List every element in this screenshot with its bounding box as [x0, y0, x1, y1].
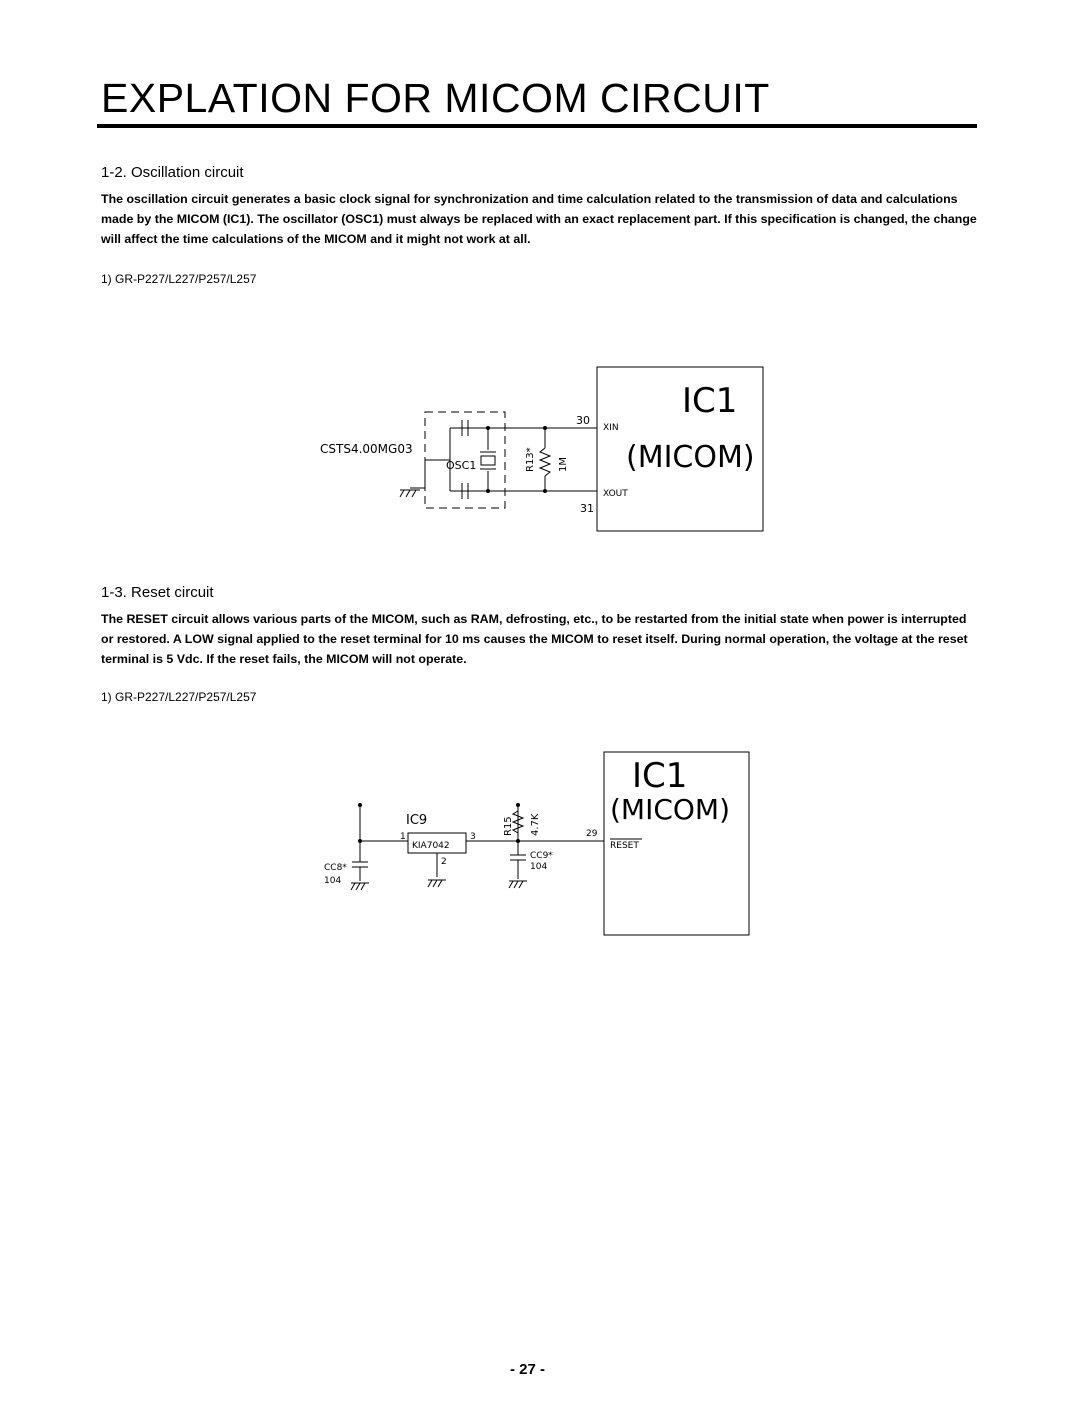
resistor-ref-label: R15 — [503, 816, 514, 836]
ic1-ref-label: IC1 — [682, 381, 738, 421]
resistor-value-label: 4.7K — [530, 813, 541, 836]
page-number: - 27 - — [510, 1361, 546, 1378]
oscillator-part-label: CSTS4.00MG03 — [320, 442, 413, 456]
reset-heading: 1-3. Reset circuit — [101, 584, 214, 601]
cap-cc8-ref-label: CC8* — [324, 863, 347, 873]
reset-model-label: 1) GR-P227/L227/P257/L257 — [101, 690, 257, 704]
oscillation-model-label: 1) GR-P227/L227/P257/L257 — [101, 272, 257, 286]
cap-cc9-value-label: 104 — [530, 862, 548, 872]
ic9-part-label: KIA7042 — [412, 841, 450, 851]
pin-reset-number: 29 — [586, 829, 598, 839]
resistor-r13 — [540, 448, 550, 476]
pin-xout-label: XOUT — [603, 489, 628, 499]
ic9-ref-label: IC9 — [406, 813, 428, 828]
ic9-pin1-label: 1 — [400, 832, 406, 842]
oscillation-heading: 1-2. Oscillation circuit — [101, 164, 244, 181]
pin-xin-number: 30 — [576, 414, 590, 427]
ic1-ref-label: IC1 — [632, 756, 688, 796]
oscillation-description: The oscillation circuit generates a basic clock signal for synchronization and time calculation related to the transmission of data and calculations made by the MICOM (IC1). The oscillator (OSC1) must always be replaced with an exact replacement part. If this specification is changed, the change will affect the time calculations of the MICOM and it might not work at all. — [101, 192, 977, 246]
page-title: EXPLATION FOR MICOM CIRCUIT — [101, 75, 770, 121]
resistor-value-label: 1M — [558, 457, 569, 472]
resistor-ref-label: R13* — [525, 447, 536, 472]
reset-schematic — [320, 745, 760, 945]
pin-xout-number: 31 — [580, 502, 594, 515]
cap-cc8-value-label: 104 — [324, 876, 342, 886]
ic9-pin3-label: 3 — [470, 832, 476, 842]
oscillation-schematic — [300, 360, 780, 540]
reset-description: The RESET circuit allows various parts of the MICOM, such as RAM, defrosting, etc., to be restarted from the initial state when power is interrupted or restored. A LOW signal applied to the reset terminal for 10 ms causes the MICOM to reset itself. During normal operation, the voltage at the reset terminal is 5 Vdc. If the reset fails, the MICOM will not operate. — [101, 612, 968, 666]
oscillator-ref-label: OSC1 — [446, 459, 477, 472]
pin-reset-label: RESET — [610, 841, 639, 851]
pin-xin-label: XIN — [603, 423, 619, 433]
ic1-name-label: (MICOM) — [626, 440, 755, 475]
cap-cc9-ref-label: CC9* — [530, 851, 553, 861]
crystal-osc1 — [481, 456, 495, 465]
ic9-pin2-label: 2 — [441, 857, 447, 867]
title-underline — [97, 124, 977, 128]
ic1-name-label: (MICOM) — [610, 793, 731, 826]
